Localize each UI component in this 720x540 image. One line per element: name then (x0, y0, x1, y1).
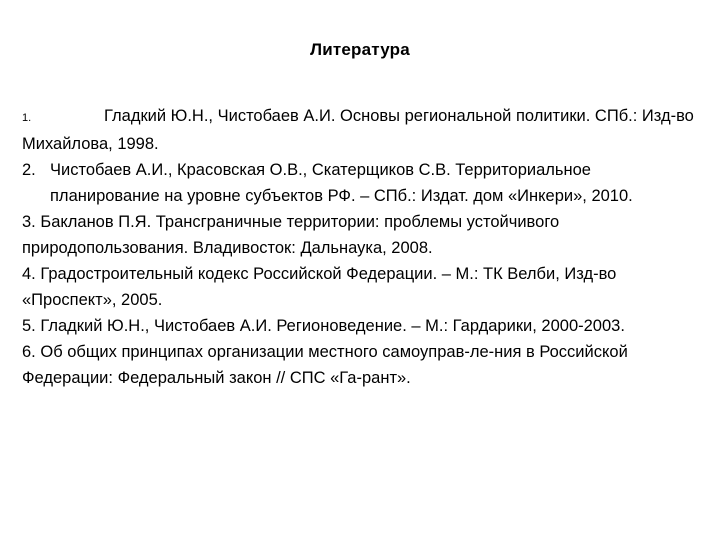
reference-text: Бакланов П.Я. Трансграничные территории: проблемы устойчивого природопользования. Владивосток: Дальнаука, 2008. (22, 213, 560, 257)
reference-item-5 (22, 313, 704, 339)
reference-number: 5. (22, 317, 36, 335)
reference-text: Гладкий Ю.Н., Чистобаев А.И. Регионоведение. – М.: Гардарики, 2000-2003. (40, 317, 625, 335)
reference-text: Чистобаев А.И., Красовская О.В., Скатерщиков С.В. Территориальное планирование на уровне субъектов РФ. – СПб.: Издат. дом «Инкери», 2010. (50, 161, 633, 205)
reference-number: 4. (22, 265, 36, 283)
reference-number: 3. (22, 213, 36, 231)
reference-item-1 (22, 103, 704, 157)
reference-item-4 (22, 261, 704, 313)
reference-text: Гладкий Ю.Н., Чистобаев А.И. Основы региональной политики. СПб.: Изд-во Михайлова, 1998. (22, 107, 694, 153)
reference-item-2 (22, 157, 704, 209)
reference-number: 2. (22, 161, 36, 179)
reference-item-6 (22, 339, 704, 391)
reference-text: Градостроительный кодекс Российской Федерации. – М.: ТК Велби, Изд-во «Проспект», 2005. (22, 265, 617, 309)
reference-number: 6. (22, 343, 36, 361)
reference-text: Об общих принципах организации местного самоуправ-ле-ния в Российской Федерации: Федеральный закон // СПС «Га-рант». (22, 343, 628, 387)
reference-number: 1. (22, 112, 32, 124)
reference-list (22, 103, 704, 391)
reference-item-3 (22, 209, 704, 261)
page-title: Литература (310, 40, 410, 59)
